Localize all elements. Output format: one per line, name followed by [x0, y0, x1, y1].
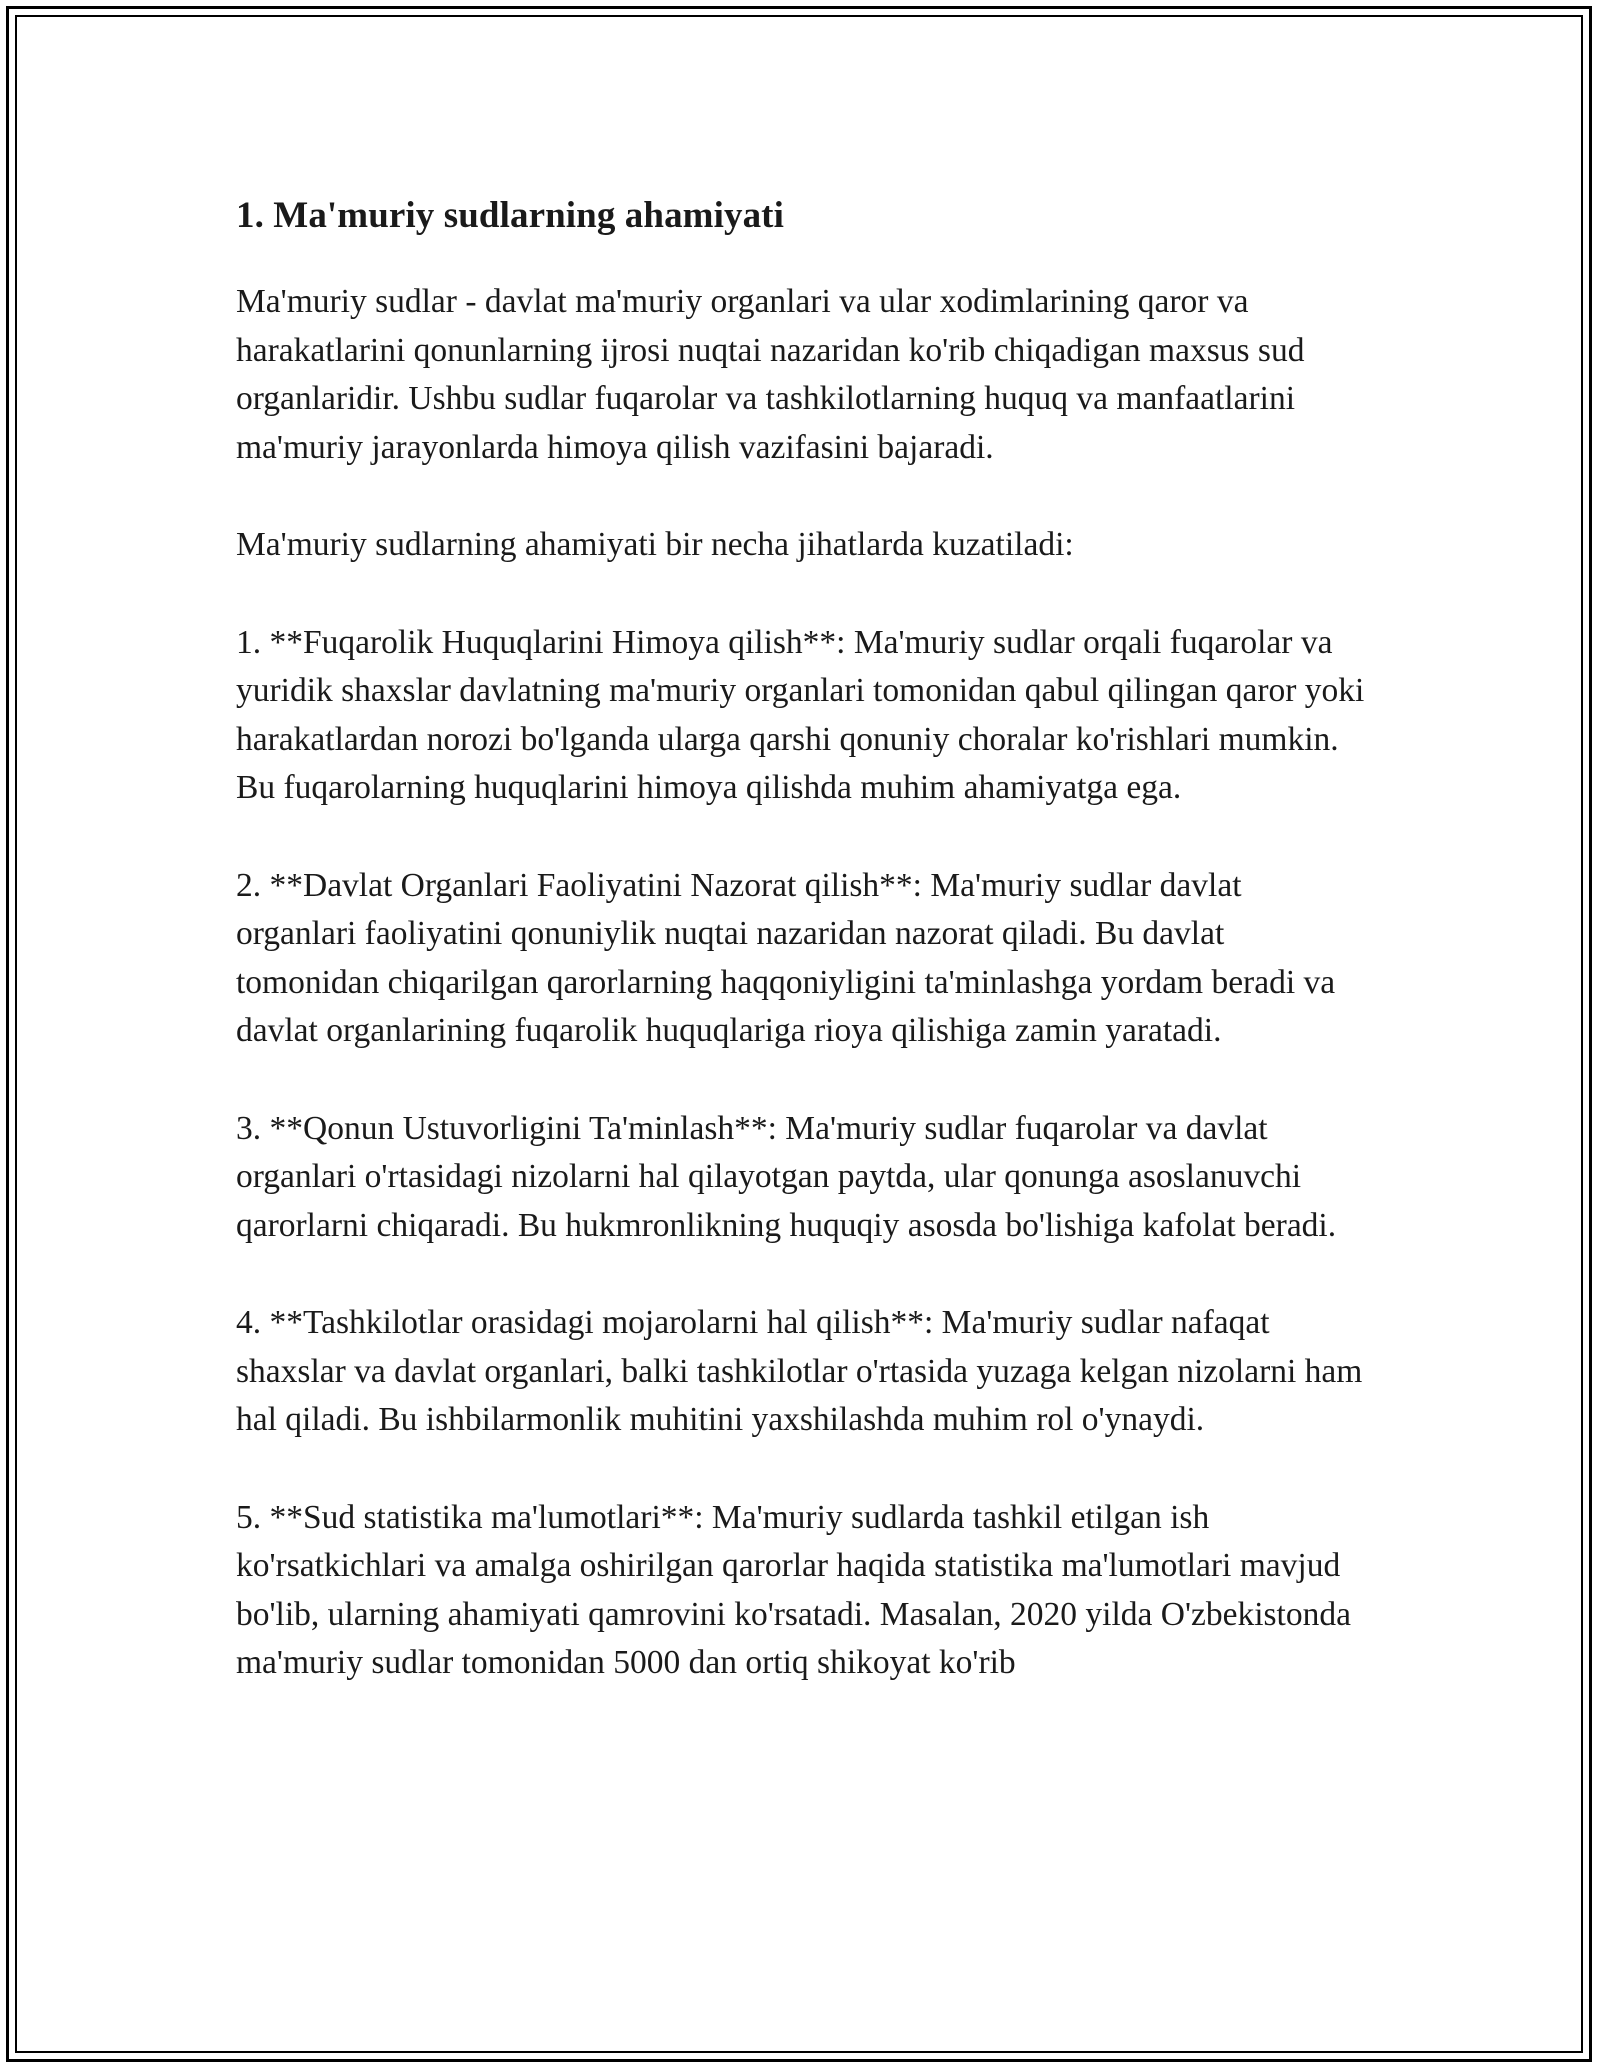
list-item-5-court-statistics: 5. **Sud statistika ma'lumotlari**: Ma'muriy sudlarda tashkil etilgan ish ko'rsatkichlari va amalga oshirilgan qarorlar haqida statistika ma'lumotlari mavjud bo'lib, ularning ahamiyati qamrovini ko'rsatadi. Masalan, 2020 yilda O'zbekistonda ma'muriy sudlar tomonidan 5000 dan ortiq shikoyat ko'rib: [236, 1498, 1351, 1681]
section-heading: 1. Ma'muriy sudlarning ahamiyati: [236, 195, 784, 236]
list-item-3-rule-of-law: 3. **Qonun Ustuvorligini Ta'minlash**: Ma'muriy sudlar fuqarolar va davlat organlari o'rtasidagi nizolarni hal qilayotgan paytda, ular qonunga asoslanuvchi qarorlarni chiqaradi. Bu hukmronlikning huquqiy asosda bo'lishiga kafolat beradi.: [236, 1109, 1337, 1244]
intro-paragraph: Ma'muriy sudlar - davlat ma'muriy organlari va ular xodimlarining qaror va harakatlarini qonunlarning ijrosi nuqtai nazaridan ko'rib chiqadigan maxsus sud organlaridir. Ushbu sudlar fuqarolar va tashkilotlarning huquq va manfaatlarini ma'muriy jarayonlarda himoya qilish vazifasini bajaradi.: [236, 283, 1305, 466]
list-item-4-organization-disputes: 4. **Tashkilotlar orasidagi mojarolarni hal qilish**: Ma'muriy sudlar nafaqat shaxslar va davlat organlari, balki tashkilotlar o'rtasida yuzaga kelgan nizolarni ham hal qiladi. Bu ishbilarmonlik muhitini yaxshilashda muhim rol o'ynaydi.: [236, 1304, 1363, 1438]
document-body: [236, 188, 1366, 1737]
aspects-lead-paragraph: Ma'muriy sudlarning ahamiyati bir necha jihatlarda kuzatiladi:: [236, 526, 1074, 563]
list-item-1-civil-rights: 1. **Fuqarolik Huquqlarini Himoya qilish**: Ma'muriy sudlar orqali fuqarolar va yuridik shaxslar davlatning ma'muriy organlari tomonidan qabul qilingan qaror yoki harakatlardan norozi bo'lganda ularga qarshi qonuniy choralar ko'rishlari mumkin. Bu fuqarolarning huquqlarini himoya qilishda muhim ahamiyatga ega.: [236, 623, 1365, 806]
list-item-2-state-oversight: 2. **Davlat Organlari Faoliyatini Nazorat qilish**: Ma'muriy sudlar davlat organlari faoliyatini qonuniylik nuqtai nazaridan nazorat qiladi. Bu davlat tomonidan chiqarilgan qarorlarning haqqoniyligini ta'minlashga yordam beradi va davlat organlarining fuqarolik huquqlariga rioya qilishiga zamin yaratadi.: [236, 866, 1336, 1049]
